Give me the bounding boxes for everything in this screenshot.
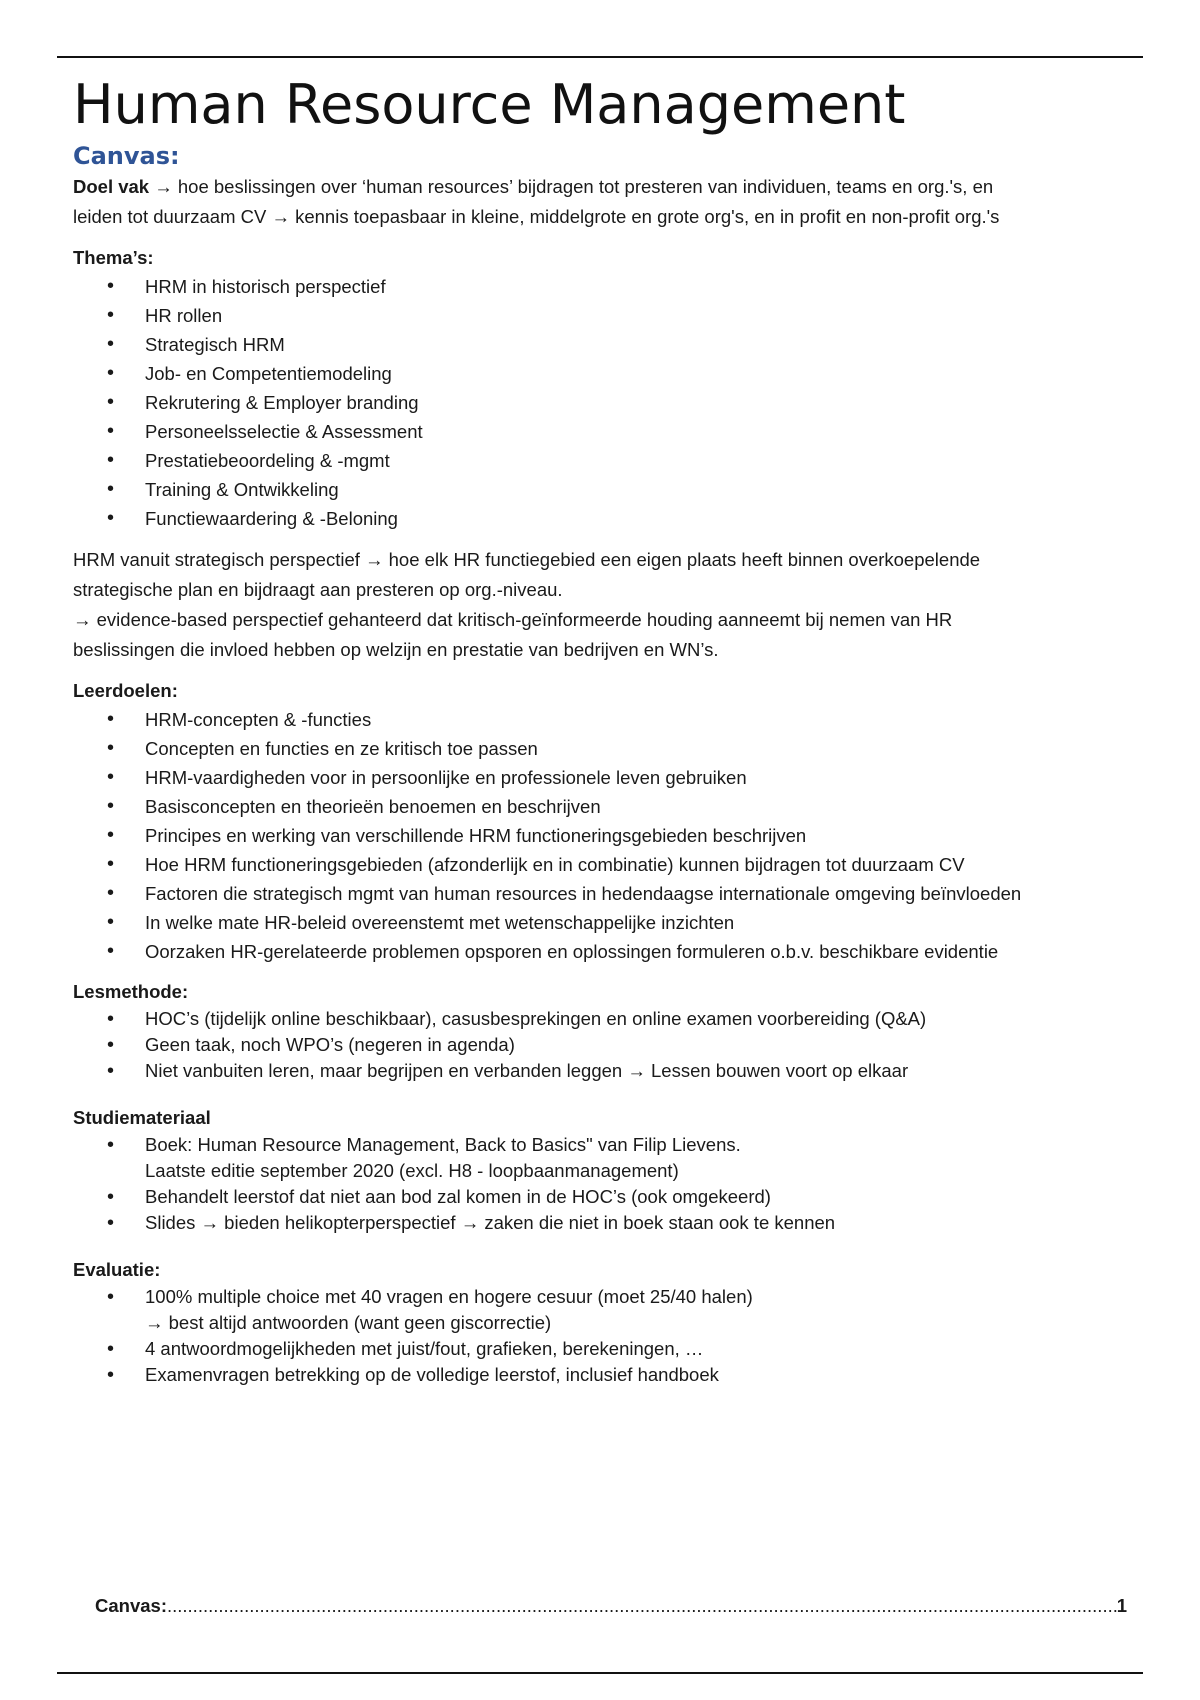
strategic-line-4: beslissingen die invloed hebben op welzijn en prestatie van bedrijven en WN’s. (73, 639, 719, 660)
list-item: • Job- en Competentiemodeling (73, 359, 1133, 388)
list-item: • Basisconcepten en theorieën benoemen en beschrijven (73, 792, 1133, 821)
strategic-paragraph (73, 545, 1133, 665)
list-item: • Oorzaken HR-gerelateerde problemen opsporen en oplossingen formuleren o.b.v. beschikbare evidentie (73, 937, 1133, 966)
leerdoelen-heading: Leerdoelen: (73, 680, 178, 701)
list-item: • Personeelsselectie & Assessment (73, 417, 1133, 446)
themas-list (73, 272, 1133, 533)
studiemateriaal-item-1-line-1: Boek: Human Resource Management, Back to Basics" van Filip Lievens. (145, 1134, 741, 1155)
intro-line-1: → hoe beslissingen over ‘human resources’ bijdragen tot presteren van individuen, teams en org.'s, en (149, 176, 994, 197)
list-item: • Functiewaardering & -Beloning (73, 504, 1133, 533)
list-item: • Prestatiebeoordeling & -mgmt (73, 446, 1133, 475)
list-item: • HOC’s (tijdelijk online beschikbaar), casusbesprekingen en online examen voorbereiding (Q&A) (73, 1006, 1133, 1032)
list-item: • Rekrutering & Employer branding (73, 388, 1133, 417)
toc-label: Canvas: (95, 1595, 167, 1616)
list-item: • Examenvragen betrekking op de volledige leerstof, inclusief handboek (73, 1362, 1133, 1388)
intro-line-2: leiden tot duurzaam CV → kennis toepasbaar in kleine, middelgrote en grote org's, en in profit en non-profit org.'s (73, 206, 1000, 227)
list-item: • 4 antwoordmogelijkheden met juist/fout, grafieken, berekeningen, … (73, 1336, 1133, 1362)
intro-label: Doel vak (73, 176, 150, 197)
list-item: • Factoren die strategisch mgmt van human resources in hedendaagse internationale omgeving beïnvloeden (73, 879, 1133, 908)
list-item: • Niet vanbuiten leren, maar begrijpen en verbanden leggen → Lessen bouwen voort op elkaar (73, 1058, 1133, 1084)
list-item: • Training & Ontwikkeling (73, 475, 1133, 504)
list-item: • HRM-vaardigheden voor in persoonlijke en professionele leven gebruiken (73, 763, 1133, 792)
section-heading-canvas: Canvas: (73, 142, 180, 170)
strategic-line-1: HRM vanuit strategisch perspectief → hoe elk HR functiegebied een eigen plaats heeft binnen overkoepelende (73, 549, 981, 570)
evaluatie-item-1-line-2: → best altijd antwoorden (want geen giscorrectie) (145, 1312, 552, 1333)
strategic-line-3: → evidence-based perspectief gehanteerd dat kritisch-geïnformeerde houding aanneemt bij nemen van HR (73, 609, 953, 630)
list-item: • Strategisch HRM (73, 330, 1133, 359)
page-title: Human Resource Management (73, 73, 906, 136)
evaluatie-list (73, 1284, 1133, 1388)
list-item: • Concepten en functies en ze kritisch toe passen (73, 734, 1133, 763)
strategic-line-2: strategische plan en bijdraagt aan presteren op org.-niveau. (73, 579, 563, 600)
list-item: • Geen taak, noch WPO’s (negeren in agenda) (73, 1032, 1133, 1058)
top-rule (57, 56, 1143, 58)
studiemateriaal-item-1-line-2: Laatste editie september 2020 (excl. H8 - loopbaanmanagement) (145, 1160, 679, 1181)
studiemateriaal-list (73, 1132, 1133, 1236)
leerdoelen-list (73, 705, 1133, 966)
toc-page-number: 1 (1116, 1595, 1127, 1616)
list-item (73, 1284, 1133, 1336)
list-item: • Principes en werking van verschillende HRM functioneringsgebieden beschrijven (73, 821, 1133, 850)
list-item: • Slides → bieden helikopterperspectief → zaken die niet in boek staan ook te kennen (73, 1210, 1133, 1236)
intro-paragraph (73, 172, 1133, 232)
toc-leader-dots (167, 1595, 1117, 1617)
evaluatie-item-1-line-1: 100% multiple choice met 40 vragen en hogere cesuur (moet 25/40 halen) (145, 1286, 753, 1307)
list-item: • Hoe HRM functioneringsgebieden (afzonderlijk en in combinatie) kunnen bijdragen tot duurzaam CV (73, 850, 1133, 879)
lesmethode-list (73, 1006, 1133, 1084)
list-item: • HRM in historisch perspectief (73, 272, 1133, 301)
themas-heading: Thema’s: (73, 247, 154, 268)
lesmethode-heading: Lesmethode: (73, 981, 189, 1002)
list-item: • HR rollen (73, 301, 1133, 330)
list-item: • In welke mate HR-beleid overeenstemt met wetenschappelijke inzichten (73, 908, 1133, 937)
document-body (73, 70, 1133, 1388)
evaluatie-heading: Evaluatie: (73, 1259, 161, 1280)
list-item: • Behandelt leerstof dat niet aan bod zal komen in de HOC’s (ook omgekeerd) (73, 1184, 1133, 1210)
studiemateriaal-heading: Studiemateriaal (73, 1107, 211, 1128)
list-item: • HRM-concepten & -functies (73, 705, 1133, 734)
list-item (73, 1132, 1133, 1184)
toc-entry-canvas[interactable] (95, 1595, 1127, 1617)
bottom-rule (57, 1672, 1143, 1674)
